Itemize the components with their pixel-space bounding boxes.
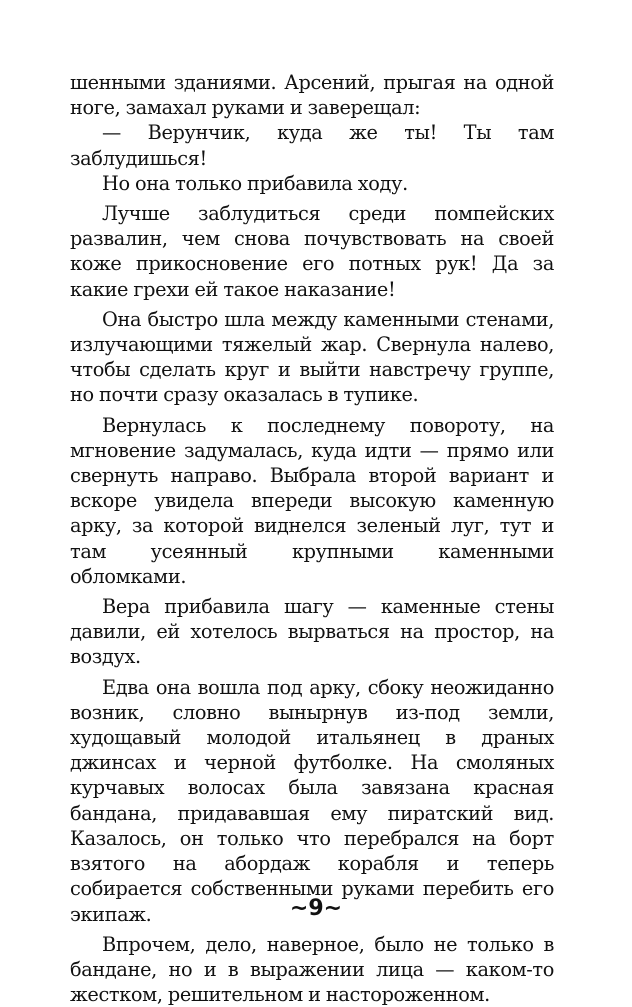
paragraph-5: Она быстро шла между каменными стенами, излучающими тяжелый жар. Свернула налево, чтобы сделать круг и выйти навстречу группе, но почти сразу оказалась в тупике. (70, 307, 554, 407)
paragraph-3: Но она только прибавила ходу. (102, 171, 408, 195)
paragraph-4: Лучше заблудиться среди помпейских развалин, чем снова почувствовать на своей коже прикосновение его потных рук! Да за какие грехи ей такое наказание! (70, 202, 554, 301)
page-number: ~9~ (289, 896, 343, 921)
paragraph-1: шенными зданиями. Арсений, прыгая на одной ноге, замахал руками и заверещал: (70, 71, 554, 120)
paragraph-7: Вера прибавила шагу — каменные стены давили, ей хотелось вырваться на простор, на воздух. (70, 595, 554, 669)
paragraph-9: Впрочем, дело, наверное, было не только в бандане, но и в выражении лица — каком-то жестком, решительном и настороженном. (70, 932, 554, 1007)
page-text (70, 70, 554, 1007)
paragraph-6: Вернулась к последнему повороту, на мгновение задумалась, куда идти — прямо или свернуть направо. Выбрала второй вариант и вскоре увидела впереди высокую каменную арку, за которой виднелся зеленый луг, тут и там усеянный крупными каменными обломками. (70, 413, 554, 588)
paragraph-8: Едва она вошла под арку, сбоку неожиданно возник, словно вынырнув из-под земли, худощавый молодой итальянец в драных джинсах и черной футболке. На смоляных курчавых волосах была завязана красная бандана, придававшая ему пиратский вид. Казалось, он только что перебрался на борт взятого на абордаж корабля и теперь собирается собственными руками перебить его экипаж. (70, 675, 554, 926)
paragraph-2: — Верунчик, куда же ты! Ты там заблудишься! (70, 121, 554, 170)
